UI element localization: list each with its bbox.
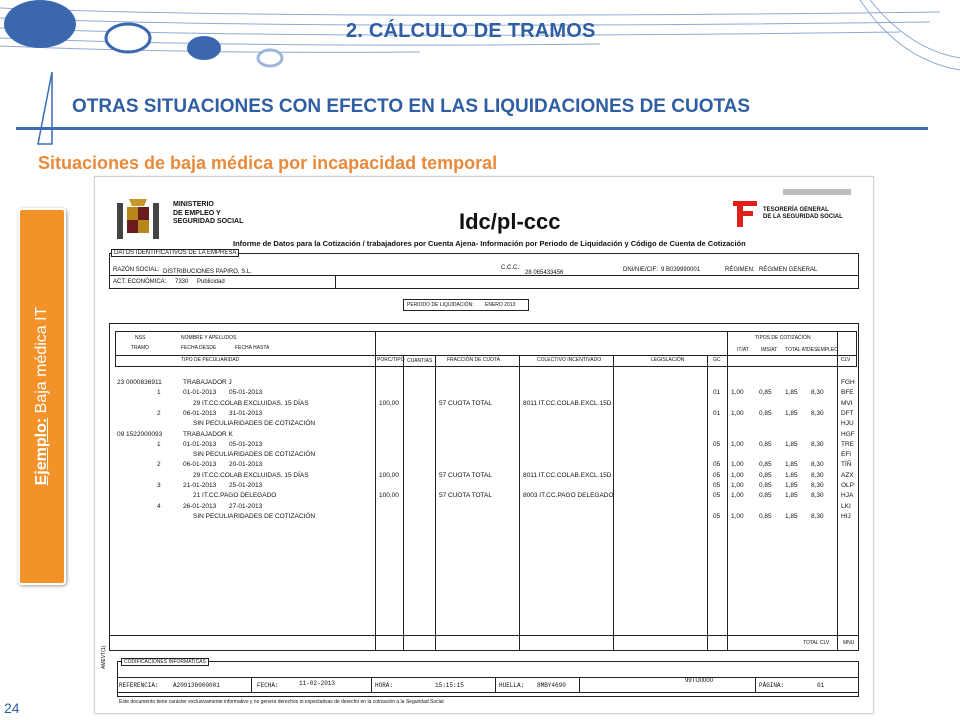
table-cell: 100,00 <box>379 471 399 479</box>
table-cell: 1,85 <box>785 482 798 489</box>
actividad-label: ACT. ECONÓMICA: <box>113 279 167 285</box>
table-cell: SIN PECULIARIDADES DE COTIZACIÓN <box>193 451 316 459</box>
table-cell: 05 <box>713 482 721 489</box>
footer-line-4 <box>579 677 580 693</box>
fecha-value: 11-02-2013 <box>299 680 336 687</box>
table-cell: 21 IT.CC.PAGO DELEGADO <box>193 492 277 500</box>
actividad-value: Publicidad <box>197 279 225 285</box>
table-cell: 8,30 <box>811 409 824 417</box>
table-cell: 8,30 <box>811 512 824 520</box>
col-clv: CLV <box>841 357 851 363</box>
table-cell: 01 <box>713 389 721 397</box>
page-title: OTRAS SITUACIONES CON EFECTO EN LAS LIQUIDACIONES DE CUOTAS <box>72 96 751 117</box>
table-cell: 09 1522000093 <box>117 430 163 438</box>
actividad-code: 7330 <box>175 279 189 285</box>
table-cell: 05 <box>713 512 721 520</box>
footer-line-5 <box>755 677 756 693</box>
table-cell: 05 <box>713 461 721 469</box>
table-cell: 20-01-2013 <box>229 461 263 469</box>
table-cell: SIN PECULIARIDADES DE COTIZACIÓN <box>193 420 316 428</box>
pagina-value: 01 <box>817 682 825 689</box>
table-cell: 8,30 <box>811 461 824 469</box>
ccc-label: C.C.C.: <box>501 265 521 271</box>
table-cell: 8,30 <box>811 389 824 397</box>
table-cell: 57 CUOTA TOTAL <box>439 492 492 500</box>
table-cell: 57 CUOTA TOTAL <box>439 471 492 479</box>
col-imsat: IMS/AT <box>761 347 778 353</box>
col-tramo: TRAMO <box>131 345 150 351</box>
table-cell: FGH <box>841 379 855 386</box>
footer-box <box>117 677 859 693</box>
table-cell: 0,85 <box>759 461 772 469</box>
col-gc: GC <box>713 357 721 363</box>
table-cell: 8011 IT.CC.COLAB.EXCL.15D <box>523 399 612 407</box>
ccc-value: 28 065433456 <box>525 270 564 276</box>
page-number: 24 <box>4 700 20 716</box>
table-cell: 06-01-2013 <box>183 461 217 469</box>
table-cell: 0,85 <box>759 440 772 448</box>
huella-label: HUELLA: <box>499 682 525 689</box>
disclaimer: Este documento tiene carácter exclusivamente informativo y no genera derechos ni expectativas de derecho en la cotización a la Seguridad Social <box>119 699 444 705</box>
table-cell: LKI <box>841 502 851 510</box>
col-total-at: TOTAL AT <box>785 347 808 353</box>
table-cell: 29 IT.CC.COLAB.EXCLUIDAS. 15 DÍAS <box>193 399 309 407</box>
footer-line-1 <box>251 677 252 693</box>
table-cell: 1,00 <box>731 409 744 417</box>
footer-code: 99TU0000 <box>685 678 714 684</box>
table-cell: 8011 IT.CC.COLAB.EXCL.15D <box>523 471 612 479</box>
col-colectivo: COLECTIVO INCENTIVADO <box>537 357 602 363</box>
table-cell: BFE <box>841 389 854 397</box>
col-nombre: NOMBRE Y APELLIDOS <box>181 335 237 341</box>
ministry-line-2: DE EMPLEO Y <box>173 209 221 217</box>
example-tab <box>18 208 66 585</box>
col-tipos-cotizacion: TIPOS DE COTIZACIÓN <box>755 335 811 341</box>
table-cell: 1,85 <box>785 492 798 500</box>
table-cell: 100,00 <box>379 492 399 500</box>
referencia-label: REFERENCIA: <box>119 682 159 689</box>
col-fraccion: FRACCIÓN DE CUOTA <box>447 357 500 363</box>
table-cell: 01 <box>713 409 721 417</box>
example-tab-label <box>33 307 51 486</box>
table-cell: 01-01-2013 <box>183 389 217 397</box>
section-title: 2. CÁLCULO DE TRAMOS <box>346 20 596 42</box>
table-cell: 26-01-2013 <box>183 502 217 510</box>
table-cell: MVI <box>841 399 853 407</box>
footer-line-3 <box>495 677 496 693</box>
table-cell: AZX <box>841 471 854 479</box>
col-desempleo: DESEMPLEO <box>807 347 839 353</box>
table-cell: 31-01-2013 <box>229 409 263 417</box>
table-cell: 0,85 <box>759 482 772 489</box>
regimen-label: RÉGIMEN: <box>725 267 755 273</box>
table-cell: TÍÑ <box>841 461 852 469</box>
table-cell: 0,85 <box>759 389 772 397</box>
table-cell: HJU <box>841 420 854 428</box>
table-cell: 8003 IT.CC.PAGO DELEGADO <box>523 492 614 500</box>
col-nss: NSS <box>135 335 146 341</box>
table-cell: 4 <box>157 502 161 510</box>
table-cell: HJA <box>841 492 854 500</box>
razon-social-value: DISTRIBUCIONES PAPIRO, S.L. <box>163 269 252 275</box>
table-cell: 23 0000836911 <box>117 379 162 386</box>
table-cell: 1 <box>157 440 161 448</box>
table-cell: 05-01-2013 <box>229 389 263 397</box>
hora-value: 15:15:15 <box>435 682 464 689</box>
table-cell: HIJ <box>841 512 851 520</box>
table-cell: 1,00 <box>731 471 744 479</box>
decor-circle-small <box>187 36 221 60</box>
codificaciones-label: CODIFICACIONES INFORMATICAS <box>121 658 209 666</box>
title-divider <box>16 127 928 130</box>
report-title: Informe de Datos para la Cotización / trabajadores por Cuenta Ajena- Información por Periodo de Liquidación y Código de Cuenta de Cotización <box>233 239 746 248</box>
table-cell: 0,85 <box>759 409 772 417</box>
table-cell: 1,00 <box>731 512 744 520</box>
table-cell: 1,00 <box>731 492 744 500</box>
table-cell: 1,85 <box>785 471 798 479</box>
table-cell: 1,85 <box>785 461 798 469</box>
pagina-label: PÁGINA: <box>759 682 785 689</box>
razon-social-label: RAZÓN SOCIAL: <box>113 267 160 273</box>
ministry-line-3: SEGURIDAD SOCIAL <box>173 218 244 225</box>
table-cell: 1,85 <box>785 440 798 448</box>
table-cell: 27-01-2013 <box>229 502 263 510</box>
table-cell: 8,30 <box>811 471 824 479</box>
table-cell: TRABAJADOR K <box>183 430 233 438</box>
table-cell: 57 CUOTA TOTAL <box>439 399 492 407</box>
referencia-value: A209130000001 <box>173 682 220 689</box>
table-cell: 8,30 <box>811 482 824 489</box>
table-cell: 05 <box>713 492 721 500</box>
table-cell: 8,30 <box>811 440 824 448</box>
table-cell: 0,85 <box>759 471 772 479</box>
example-tab-label-rest: Baja médica IT <box>33 306 50 418</box>
table-cell: 1 <box>157 389 161 397</box>
total-divider <box>109 635 859 636</box>
table-cell: 1,85 <box>785 409 798 417</box>
col-fecha-desde: FECHA DESDE <box>181 345 217 351</box>
table-cell: 21-01-2013 <box>183 482 217 489</box>
table-cell: 0,85 <box>759 492 772 500</box>
dni-label: DNI/NIE/CIF: <box>623 267 659 273</box>
table-cell: 2 <box>157 461 161 469</box>
table-body <box>95 177 873 713</box>
regimen-value: RÉGIMEN GENERAL <box>759 267 818 273</box>
col-legislacion: LEGISLACIÓN <box>651 357 685 363</box>
document-code: Idc/pl-ccc <box>459 209 561 234</box>
col-porc-tipo: PORC/TIPO <box>377 357 405 363</box>
table-cell: 8,30 <box>811 492 824 500</box>
table-cell: 1,00 <box>731 461 744 469</box>
table-cell: 01-01-2013 <box>183 440 217 448</box>
col-tipo-peculiaridad: TIPO DE PECULIARIDAD <box>181 357 240 363</box>
table-cell: 1,00 <box>731 389 744 397</box>
table-cell: HGF <box>841 430 855 438</box>
tesoreria-line-2: DE LA SEGURIDAD SOCIAL <box>763 214 843 220</box>
document-image <box>94 176 874 714</box>
col-cuantias: CUANTÍAS <box>407 358 433 364</box>
decor-slash <box>38 72 52 144</box>
table-cell: 25-01-2013 <box>229 482 263 489</box>
dni-value: 9 B039990001 <box>661 267 701 273</box>
table-cell: 3 <box>157 482 161 489</box>
table-cell: 1,85 <box>785 512 798 520</box>
company-section-label: DATOS IDENTIFICATIVOS DE LA EMPRESA <box>111 249 239 257</box>
tesoreria-line-1: TESORERÍA GENERAL <box>763 207 829 213</box>
hora-label: HORA: <box>375 682 394 689</box>
table-cell: 1,00 <box>731 482 744 489</box>
huella-value: 8MBY4690 <box>537 682 566 689</box>
table-cell: 29 IT.CC.COLAB.EXCLUIDAS. 15 DÍAS <box>193 471 309 479</box>
decor-circle-outline <box>106 24 150 52</box>
decor-circle-tiny <box>258 50 282 66</box>
table-cell: 1,85 <box>785 389 798 397</box>
table-cell: 05 <box>713 440 721 448</box>
col-fecha-hasta: FECHA HASTA <box>235 345 270 351</box>
total-clv-label: TOTAL CLV <box>803 640 830 646</box>
decor-circle-large <box>4 0 76 48</box>
table-cell: 2 <box>157 409 161 417</box>
example-tab-label-bold: Ejemplo: <box>33 417 50 486</box>
total-clv-value: MNU <box>843 640 855 646</box>
table-cell: DFT <box>841 409 854 417</box>
ministry-line-1: MINISTERIO <box>173 201 214 208</box>
table-cell: 1,00 <box>731 440 744 448</box>
table-cell: TRABAJADOR J <box>183 379 232 386</box>
table-cell: SIN PECULIARIDADES DE COTIZACIÓN <box>193 512 316 520</box>
col-itat: IT/AT <box>737 347 749 353</box>
fecha-label: FECHA: <box>257 682 279 689</box>
table-cell: 05-01-2013 <box>229 440 263 448</box>
subtitle: Situaciones de baja médica por incapacidad temporal <box>38 153 498 173</box>
table-cell: 05 <box>713 471 721 479</box>
side-code: AMEVT(1) <box>101 645 107 669</box>
table-cell: OLP <box>841 482 855 489</box>
table-cell: 100,00 <box>379 399 399 407</box>
periodo-label: PERIODO DE LIQUIDACIÓN: <box>407 302 474 308</box>
periodo-value: ENERO 2013 <box>485 302 516 308</box>
table-cell: 06-01-2013 <box>183 409 217 417</box>
footer-line-2 <box>371 677 372 693</box>
table-cell: EFI <box>841 451 852 459</box>
table-cell: 0,85 <box>759 512 772 520</box>
table-cell: TRE <box>841 440 854 448</box>
